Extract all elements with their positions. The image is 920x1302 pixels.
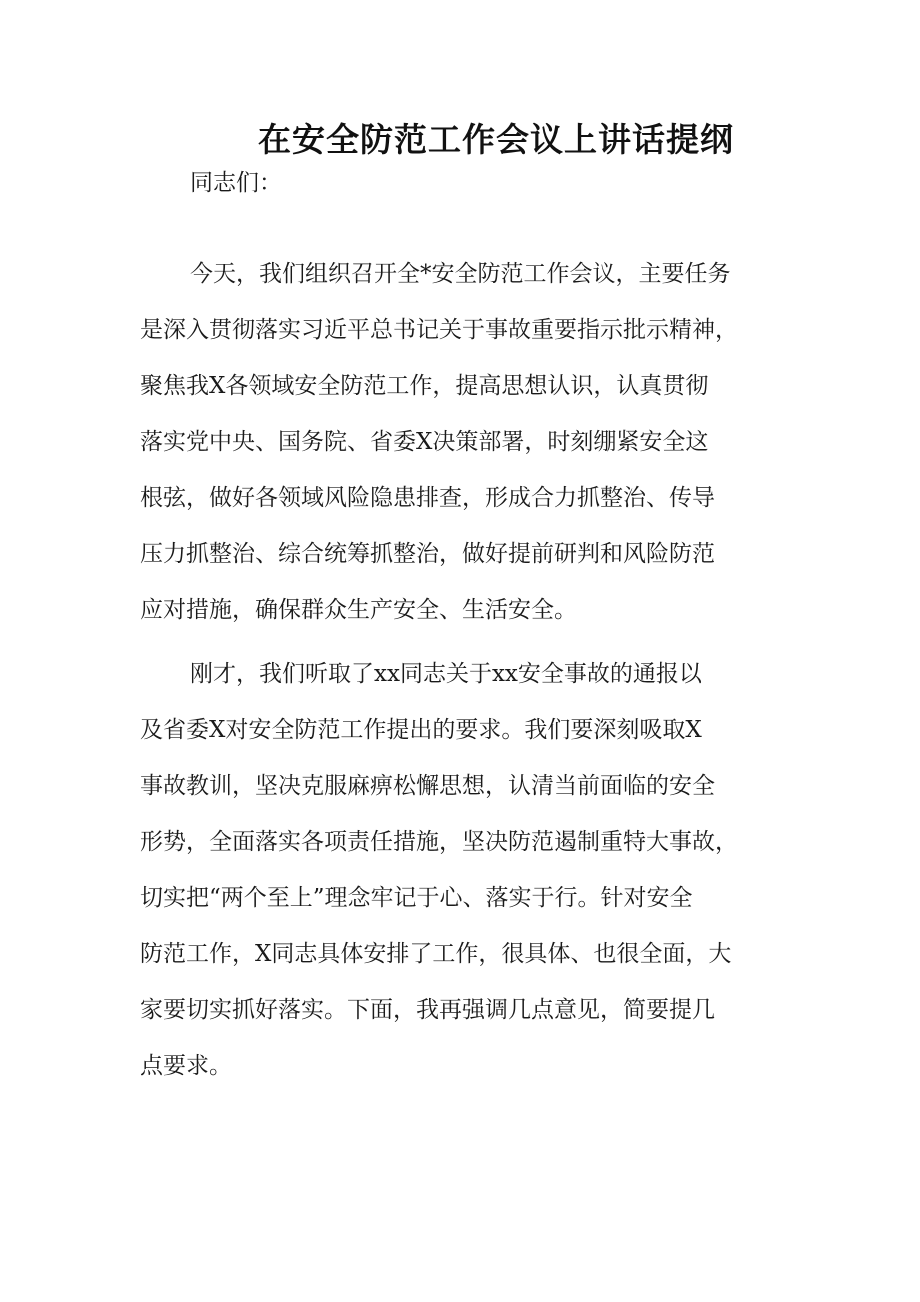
paragraph-line: 家要切实抓好落实。下面，我再强调几点意见，简要提几: [140, 997, 715, 1023]
salutation: 同志们：: [190, 170, 282, 196]
paragraph-line: 切实把“两个至上”理念牢记于心、落实于行。针对安全: [140, 885, 693, 911]
paragraph-line: 应对措施，确保群众生产安全、生活安全。: [140, 597, 577, 623]
paragraph-line: 事故教训，坚决克服麻痹松懈思想，认清当前面临的安全: [140, 773, 715, 799]
paragraph-line: 聚焦我X各领域安全防范工作，提高思想认识，认真贯彻: [140, 373, 709, 399]
paragraph-line: 防范工作，X同志具体安排了工作，很具体、也很全面，大: [140, 941, 732, 967]
paragraph-line: 是深入贯彻落实习近平总书记关于事故重要指示批示精神，: [140, 317, 738, 343]
paragraph-line: 今天，我们组织召开全*安全防范工作会议，主要任务: [190, 261, 731, 287]
paragraph-line: 点要求。: [140, 1053, 232, 1079]
paragraph-line: 形势，全面落实各项责任措施，坚决防范遏制重特大事故，: [140, 829, 738, 855]
paragraph-line: 压力抓整治、综合统筹抓整治，做好提前研判和风险防范: [140, 541, 715, 567]
paragraph-line: 落实党中央、国务院、省委X决策部署，时刻绷紧安全这: [140, 429, 709, 455]
paragraph-line: 及省委X对安全防范工作提出的要求。我们要深刻吸取X: [140, 717, 702, 743]
paragraph-line: 刚才，我们听取了xx同志关于xx安全事故的通报以: [190, 661, 702, 687]
paragraph-line: 根弦，做好各领域风险隐患排查，形成合力抓整治、传导: [140, 485, 715, 511]
document-title: 在安全防范工作会议上讲话提纲: [258, 120, 734, 159]
